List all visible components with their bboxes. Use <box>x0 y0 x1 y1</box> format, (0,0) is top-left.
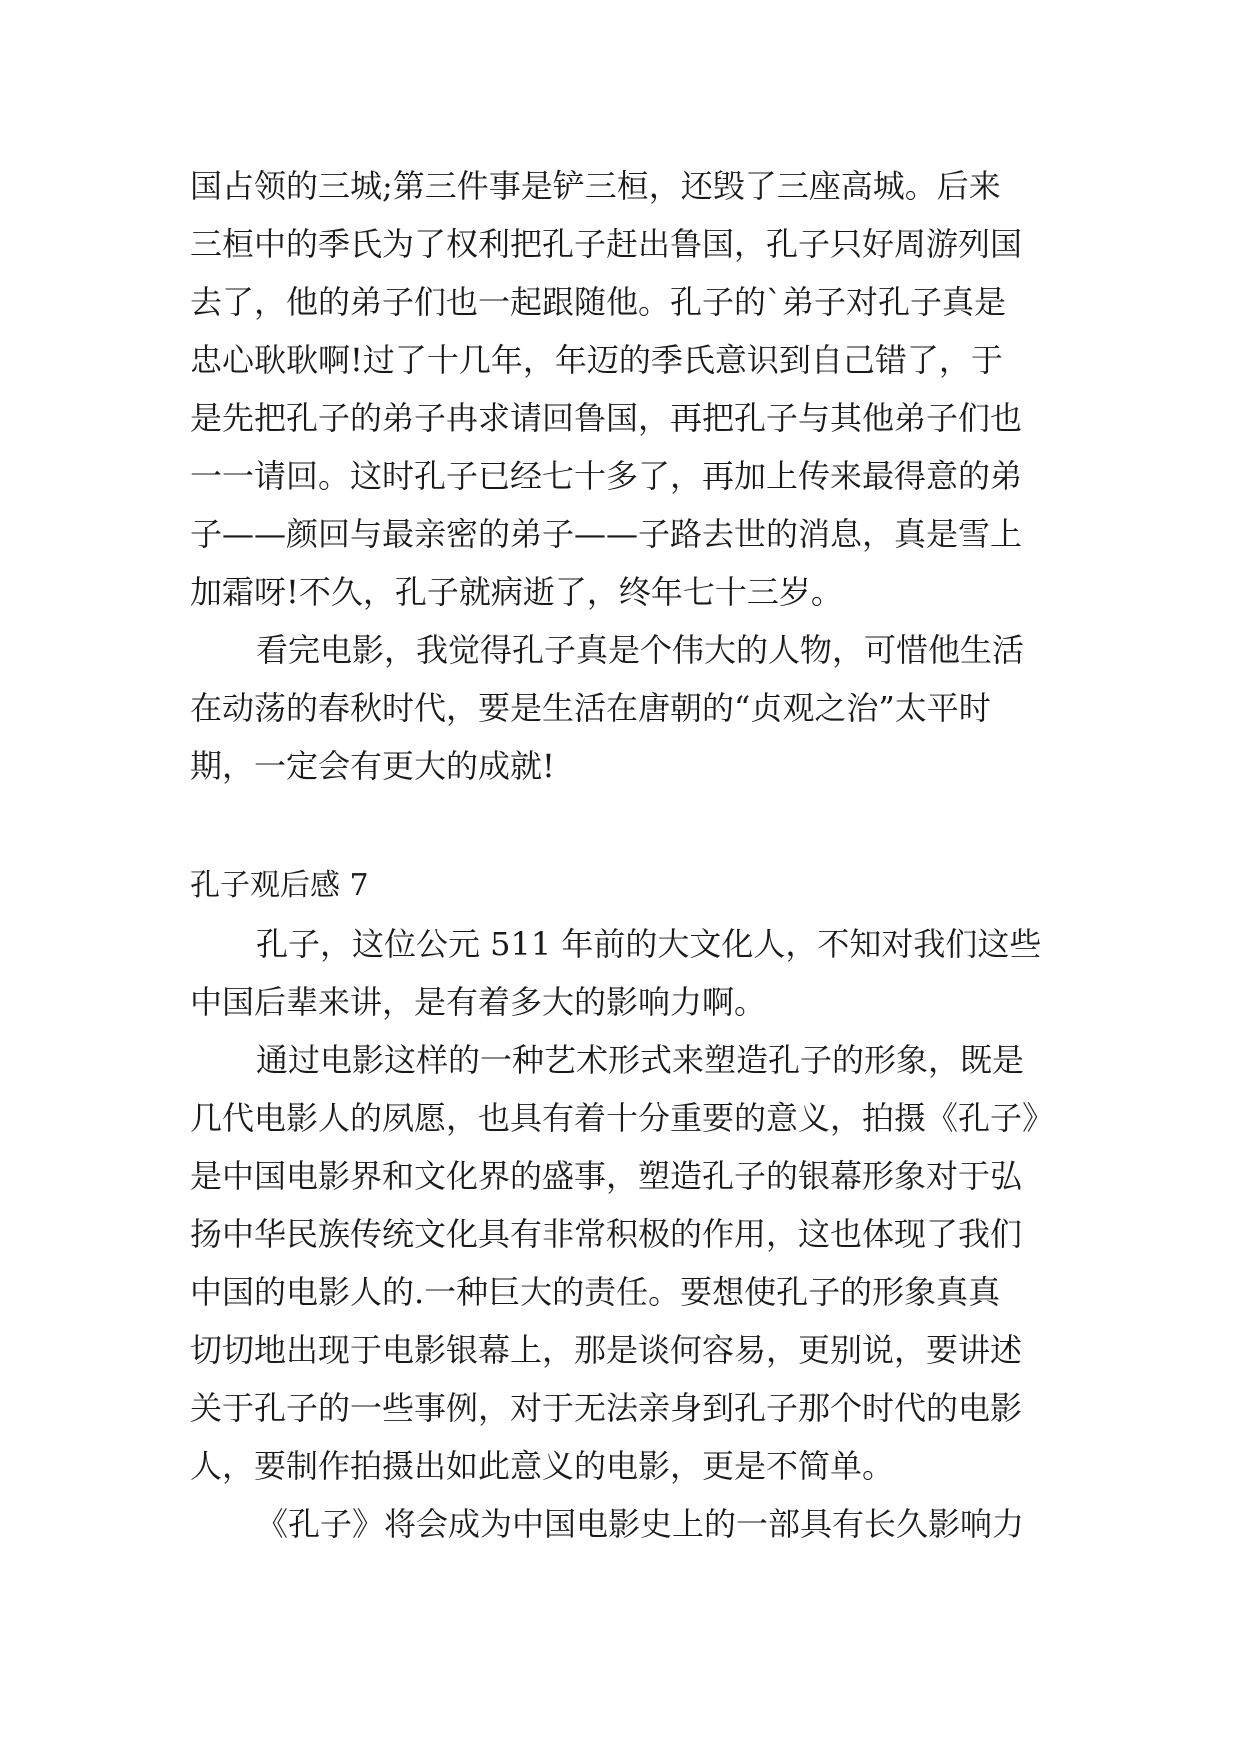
paragraph-reflection <box>190 621 1052 795</box>
text-line: 国占领的三城;第三件事是铲三桓，还毁了三座高城。后来 <box>190 167 1001 205</box>
text-line: 忠心耿耿啊!过了十几年，年迈的季氏意识到自己错了，于 <box>190 341 1003 379</box>
text-line: 中国后辈来讲，是有着多大的影响力啊。 <box>190 983 767 1021</box>
document-body <box>190 157 1055 1553</box>
text-line: 一一请回。这时孔子已经七十多了，再加上传来最得意的弟 <box>190 457 1023 495</box>
text-line: 看完电影，我觉得孔子真是个伟大的人物，可惜他生活 <box>256 631 1025 669</box>
section-heading: 孔子观后感 7 <box>190 868 369 903</box>
text-line: 扬中华民族传统文化具有非常积极的作用，这也体现了我们 <box>190 1215 1023 1253</box>
text-line: 几代电影人的夙愿，也具有着十分重要的意义，拍摄《孔子》 <box>190 1099 1055 1137</box>
section-spacer <box>190 795 1052 857</box>
text-line: 三桓中的季氏为了权利把孔子赶出鲁国，孔子只好周游列国 <box>190 225 1023 263</box>
text-line: 通过电影这样的一种艺术形式来塑造孔子的形象，既是 <box>256 1041 1025 1079</box>
text-line: 《孔子》将会成为中国电影史上的一部具有长久影响力 <box>256 1505 1025 1543</box>
paragraph-conclusion <box>190 1495 1052 1553</box>
text-line: 中国的电影人的.一种巨大的责任。要想使孔子的形象真真 <box>190 1273 1001 1311</box>
text-line: 是先把孔子的弟子冉求请回鲁国，再把孔子与其他弟子们也 <box>190 399 1023 437</box>
text-line: 是中国电影界和文化界的盛事，塑造孔子的银幕形象对于弘 <box>190 1157 1023 1195</box>
text-line: 期，一定会有更大的成就! <box>190 747 555 785</box>
paragraph-intro <box>190 915 1052 1031</box>
paragraph-story-ending <box>190 157 1052 621</box>
text-line: 去了，他的弟子们也一起跟随他。孔子的`弟子对孔子真是 <box>190 283 1007 321</box>
text-line: 在动荡的春秋时代，要是生活在唐朝的“贞观之治”太平时 <box>190 689 991 727</box>
text-line: 子——颜回与最亲密的弟子——子路去世的消息，真是雪上 <box>190 515 1023 553</box>
text-line: 人，要制作拍摄出如此意义的电影，更是不简单。 <box>190 1447 895 1485</box>
text-line: 加霜呀!不久，孔子就病逝了，终年七十三岁。 <box>190 573 843 611</box>
text-line: 关于孔子的一些事例，对于无法亲身到孔子那个时代的电影 <box>190 1389 1023 1427</box>
text-line: 孔子，这位公元 511 年前的大文化人，不知对我们这些 <box>256 925 1042 963</box>
paragraph-film-significance <box>190 1031 1055 1495</box>
text-line: 切切地出现于电影银幕上，那是谈何容易，更别说，要讲述 <box>190 1331 1023 1369</box>
